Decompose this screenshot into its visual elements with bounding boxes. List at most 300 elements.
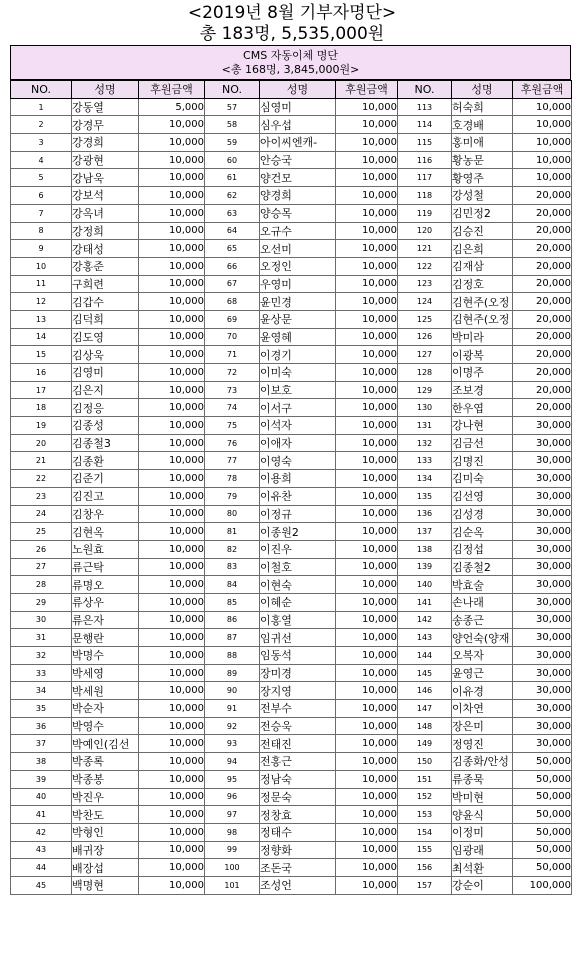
row-number: 96 <box>205 788 260 806</box>
row-number: 129 <box>398 381 452 399</box>
donor-name: 이진우 <box>260 540 336 558</box>
donation-amount: 10,000 <box>336 841 398 859</box>
row-number: 87 <box>205 629 260 647</box>
row-number: 16 <box>11 364 72 382</box>
donation-amount: 10,000 <box>139 700 205 718</box>
donor-name: 강태성 <box>72 240 139 258</box>
donation-amount: 30,000 <box>513 470 572 488</box>
donation-amount: 10,000 <box>336 558 398 576</box>
donor-name: 김선영 <box>452 487 513 505</box>
row-number: 37 <box>11 735 72 753</box>
table-row <box>11 98 572 116</box>
row-number: 124 <box>398 293 452 311</box>
donor-name: 우영미 <box>260 275 336 293</box>
donor-name: 오선미 <box>260 240 336 258</box>
donation-amount: 30,000 <box>513 576 572 594</box>
table-row <box>11 240 572 258</box>
table-row <box>11 823 572 841</box>
row-number: 121 <box>398 240 452 258</box>
donor-name: 이석자 <box>260 417 336 435</box>
donation-amount: 10,000 <box>336 346 398 364</box>
row-number: 85 <box>205 593 260 611</box>
row-number: 148 <box>398 717 452 735</box>
donation-amount: 10,000 <box>139 187 205 205</box>
donation-amount: 10,000 <box>139 876 205 894</box>
donor-name: 김명진 <box>452 452 513 470</box>
donor-name: 양경희 <box>260 187 336 205</box>
row-number: 29 <box>11 593 72 611</box>
donor-name: 김민정2 <box>452 204 513 222</box>
donor-name: 조성언 <box>260 876 336 894</box>
donation-amount: 50,000 <box>513 806 572 824</box>
donor-name: 박종록 <box>72 753 139 771</box>
donation-amount: 10,000 <box>336 328 398 346</box>
row-number: 128 <box>398 364 452 382</box>
donation-amount: 10,000 <box>139 593 205 611</box>
donor-name: 장지영 <box>260 682 336 700</box>
donation-amount: 10,000 <box>139 717 205 735</box>
donation-amount: 5,000 <box>139 98 205 116</box>
donation-amount: 10,000 <box>336 540 398 558</box>
donor-name: 이미숙 <box>260 364 336 382</box>
donor-name: 장은미 <box>452 717 513 735</box>
donation-amount: 20,000 <box>513 364 572 382</box>
table-row <box>11 257 572 275</box>
table-row <box>11 876 572 894</box>
donation-amount: 50,000 <box>513 841 572 859</box>
donation-amount: 10,000 <box>336 505 398 523</box>
donor-name: 이차연 <box>452 700 513 718</box>
donor-name: 김진고 <box>72 487 139 505</box>
donation-amount: 10,000 <box>139 558 205 576</box>
row-number: 60 <box>205 151 260 169</box>
table-header-row <box>11 81 572 99</box>
row-number: 26 <box>11 540 72 558</box>
row-number: 12 <box>11 293 72 311</box>
row-number: 78 <box>205 470 260 488</box>
table-row <box>11 664 572 682</box>
row-number: 70 <box>205 328 260 346</box>
donation-amount: 10,000 <box>336 134 398 152</box>
header-no: NO. <box>11 81 72 99</box>
row-number: 157 <box>398 876 452 894</box>
donation-amount: 10,000 <box>336 381 398 399</box>
donor-name: 이명주 <box>452 364 513 382</box>
donation-amount: 50,000 <box>513 859 572 877</box>
row-number: 84 <box>205 576 260 594</box>
donor-name: 이정규 <box>260 505 336 523</box>
table-row <box>11 629 572 647</box>
row-number: 65 <box>205 240 260 258</box>
row-number: 24 <box>11 505 72 523</box>
donation-amount: 10,000 <box>139 470 205 488</box>
donation-amount: 20,000 <box>513 275 572 293</box>
row-number: 98 <box>205 823 260 841</box>
donation-amount: 10,000 <box>139 611 205 629</box>
cms-title: CMS 자동이체 명단 <box>243 49 338 62</box>
donor-name: 배귀장 <box>72 841 139 859</box>
donor-name: 김준기 <box>72 470 139 488</box>
donation-amount: 10,000 <box>336 310 398 328</box>
donation-amount: 10,000 <box>336 735 398 753</box>
row-number: 21 <box>11 452 72 470</box>
donation-amount: 10,000 <box>139 487 205 505</box>
table-row <box>11 470 572 488</box>
row-number: 116 <box>398 151 452 169</box>
row-number: 115 <box>398 134 452 152</box>
donation-amount: 30,000 <box>513 452 572 470</box>
donor-name: 호경배 <box>452 116 513 134</box>
row-number: 72 <box>205 364 260 382</box>
row-number: 67 <box>205 275 260 293</box>
donor-name: 박예인(김선 <box>72 735 139 753</box>
row-number: 44 <box>11 859 72 877</box>
donation-amount: 10,000 <box>139 629 205 647</box>
table-row <box>11 452 572 470</box>
donor-name: 강남욱 <box>72 169 139 187</box>
table-row <box>11 116 572 134</box>
row-number: 68 <box>205 293 260 311</box>
row-number: 23 <box>11 487 72 505</box>
donation-amount: 10,000 <box>336 399 398 417</box>
donation-amount: 20,000 <box>513 257 572 275</box>
donation-amount: 10,000 <box>139 293 205 311</box>
row-number: 100 <box>205 859 260 877</box>
row-number: 135 <box>398 487 452 505</box>
donor-name: 박형인 <box>72 823 139 841</box>
donation-amount: 10,000 <box>336 647 398 665</box>
row-number: 7 <box>11 204 72 222</box>
donation-amount: 10,000 <box>336 116 398 134</box>
table-row <box>11 346 572 364</box>
donor-name: 김영미 <box>72 364 139 382</box>
table-row <box>11 523 572 541</box>
donation-amount: 10,000 <box>139 417 205 435</box>
donation-amount: 10,000 <box>336 169 398 187</box>
row-number: 97 <box>205 806 260 824</box>
row-number: 94 <box>205 753 260 771</box>
donor-name: 강성철 <box>452 187 513 205</box>
donor-name: 정향화 <box>260 841 336 859</box>
row-number: 132 <box>398 434 452 452</box>
row-number: 13 <box>11 310 72 328</box>
row-number: 73 <box>205 381 260 399</box>
header-amount: 후원금액 <box>336 81 398 99</box>
row-number: 63 <box>205 204 260 222</box>
donation-amount: 10,000 <box>336 434 398 452</box>
donation-amount: 10,000 <box>139 257 205 275</box>
table-row <box>11 735 572 753</box>
donation-amount: 10,000 <box>139 134 205 152</box>
donation-amount: 10,000 <box>336 257 398 275</box>
row-number: 35 <box>11 700 72 718</box>
donation-amount: 10,000 <box>336 240 398 258</box>
donor-name: 송종근 <box>452 611 513 629</box>
row-number: 2 <box>11 116 72 134</box>
donation-amount: 50,000 <box>513 823 572 841</box>
donation-amount: 10,000 <box>139 576 205 594</box>
table-row <box>11 540 572 558</box>
donor-name: 조보경 <box>452 381 513 399</box>
row-number: 141 <box>398 593 452 611</box>
donor-name: 배장섭 <box>72 859 139 877</box>
donor-name: 전홍근 <box>260 753 336 771</box>
row-number: 41 <box>11 806 72 824</box>
table-row <box>11 434 572 452</box>
row-number: 153 <box>398 806 452 824</box>
donation-amount: 10,000 <box>139 770 205 788</box>
donation-amount: 10,000 <box>336 417 398 435</box>
donation-amount: 10,000 <box>336 452 398 470</box>
donor-name: 박영수 <box>72 717 139 735</box>
row-number: 113 <box>398 98 452 116</box>
header-name: 성명 <box>72 81 139 99</box>
donor-name: 이용희 <box>260 470 336 488</box>
donation-amount: 30,000 <box>513 593 572 611</box>
donation-amount: 10,000 <box>336 823 398 841</box>
row-number: 28 <box>11 576 72 594</box>
row-number: 122 <box>398 257 452 275</box>
row-number: 39 <box>11 770 72 788</box>
donation-amount: 30,000 <box>513 540 572 558</box>
row-number: 14 <box>11 328 72 346</box>
table-row <box>11 364 572 382</box>
donor-name: 오정인 <box>260 257 336 275</box>
donor-name: 안승국 <box>260 151 336 169</box>
row-number: 43 <box>11 841 72 859</box>
donor-name: 이보호 <box>260 381 336 399</box>
donor-name: 박효술 <box>452 576 513 594</box>
donor-name: 황농문 <box>452 151 513 169</box>
donation-amount: 10,000 <box>336 682 398 700</box>
donation-amount: 10,000 <box>513 151 572 169</box>
donor-name: 박종봉 <box>72 770 139 788</box>
donor-name: 윤상문 <box>260 310 336 328</box>
table-row <box>11 151 572 169</box>
row-number: 142 <box>398 611 452 629</box>
donation-amount: 10,000 <box>336 151 398 169</box>
donation-amount: 10,000 <box>139 788 205 806</box>
row-number: 61 <box>205 169 260 187</box>
donor-name: 전승욱 <box>260 717 336 735</box>
donation-amount: 10,000 <box>336 98 398 116</box>
donor-name: 류상우 <box>72 593 139 611</box>
row-number: 5 <box>11 169 72 187</box>
donation-amount: 10,000 <box>139 310 205 328</box>
row-number: 45 <box>11 876 72 894</box>
table-row <box>11 611 572 629</box>
donor-name: 최석환 <box>452 859 513 877</box>
row-number: 125 <box>398 310 452 328</box>
donation-amount: 10,000 <box>139 664 205 682</box>
donor-name: 이현숙 <box>260 576 336 594</box>
donation-amount: 30,000 <box>513 505 572 523</box>
donor-name: 김갑수 <box>72 293 139 311</box>
donation-amount: 10,000 <box>336 788 398 806</box>
header-name: 성명 <box>260 81 336 99</box>
table-row <box>11 841 572 859</box>
donor-name: 이혜순 <box>260 593 336 611</box>
donation-amount: 10,000 <box>139 823 205 841</box>
row-number: 138 <box>398 540 452 558</box>
donation-amount: 10,000 <box>513 169 572 187</box>
donor-name: 장미경 <box>260 664 336 682</box>
donor-name: 류명오 <box>72 576 139 594</box>
row-number: 145 <box>398 664 452 682</box>
donation-amount: 100,000 <box>513 876 572 894</box>
row-number: 156 <box>398 859 452 877</box>
donor-name: 문행란 <box>72 629 139 647</box>
table-row <box>11 487 572 505</box>
donor-name: 이애자 <box>260 434 336 452</box>
donation-amount: 10,000 <box>336 204 398 222</box>
row-number: 22 <box>11 470 72 488</box>
donation-amount: 10,000 <box>336 187 398 205</box>
donor-name: 이정미 <box>452 823 513 841</box>
row-number: 36 <box>11 717 72 735</box>
donation-amount: 30,000 <box>513 735 572 753</box>
donor-name: 박순자 <box>72 700 139 718</box>
donor-name: 강옥녀 <box>72 204 139 222</box>
donation-amount: 10,000 <box>139 452 205 470</box>
donor-name: 류근탁 <box>72 558 139 576</box>
donor-name: 박진우 <box>72 788 139 806</box>
row-number: 92 <box>205 717 260 735</box>
donation-amount: 30,000 <box>513 629 572 647</box>
row-number: 74 <box>205 399 260 417</box>
donation-amount: 10,000 <box>513 116 572 134</box>
row-number: 38 <box>11 753 72 771</box>
donation-amount: 30,000 <box>513 682 572 700</box>
row-number: 11 <box>11 275 72 293</box>
donation-amount: 50,000 <box>513 753 572 771</box>
donor-name: 김도영 <box>72 328 139 346</box>
donor-name: 김상욱 <box>72 346 139 364</box>
donation-amount: 20,000 <box>513 187 572 205</box>
cms-header-box <box>10 45 571 80</box>
donation-amount: 10,000 <box>139 222 205 240</box>
donor-name: 이유찬 <box>260 487 336 505</box>
donation-amount: 10,000 <box>336 753 398 771</box>
row-number: 62 <box>205 187 260 205</box>
table-row <box>11 576 572 594</box>
row-number: 101 <box>205 876 260 894</box>
donor-name: 노원효 <box>72 540 139 558</box>
donation-amount: 10,000 <box>139 328 205 346</box>
donation-amount: 10,000 <box>139 346 205 364</box>
row-number: 136 <box>398 505 452 523</box>
donor-name: 김현옥 <box>72 523 139 541</box>
donation-amount: 30,000 <box>513 700 572 718</box>
donor-name: 정문숙 <box>260 788 336 806</box>
donation-amount: 10,000 <box>139 682 205 700</box>
table-row <box>11 134 572 152</box>
row-number: 71 <box>205 346 260 364</box>
donor-name: 강광현 <box>72 151 139 169</box>
donor-name: 오규수 <box>260 222 336 240</box>
donor-name: 박미라 <box>452 328 513 346</box>
row-number: 77 <box>205 452 260 470</box>
row-number: 59 <box>205 134 260 152</box>
donor-name: 박명수 <box>72 647 139 665</box>
row-number: 146 <box>398 682 452 700</box>
donor-name: 강보석 <box>72 187 139 205</box>
donor-name: 강경무 <box>72 116 139 134</box>
table-row <box>11 770 572 788</box>
row-number: 155 <box>398 841 452 859</box>
donation-amount: 20,000 <box>513 310 572 328</box>
row-number: 10 <box>11 257 72 275</box>
header-no: NO. <box>205 81 260 99</box>
donation-amount: 10,000 <box>139 204 205 222</box>
donor-name: 임광래 <box>452 841 513 859</box>
donation-amount: 10,000 <box>139 169 205 187</box>
donation-amount: 20,000 <box>513 381 572 399</box>
donor-name: 황영주 <box>452 169 513 187</box>
donation-amount: 10,000 <box>336 470 398 488</box>
donation-amount: 10,000 <box>139 540 205 558</box>
donor-name: 정태수 <box>260 823 336 841</box>
row-number: 30 <box>11 611 72 629</box>
table-row <box>11 222 572 240</box>
table-row <box>11 169 572 187</box>
donation-amount: 10,000 <box>139 275 205 293</box>
row-number: 19 <box>11 417 72 435</box>
donation-amount: 30,000 <box>513 434 572 452</box>
donation-amount: 30,000 <box>513 523 572 541</box>
donation-amount: 10,000 <box>139 523 205 541</box>
donation-amount: 20,000 <box>513 240 572 258</box>
donation-amount: 10,000 <box>336 293 398 311</box>
table-row <box>11 788 572 806</box>
donor-name: 전태진 <box>260 735 336 753</box>
donor-name: 이홍열 <box>260 611 336 629</box>
donor-name: 김은희 <box>452 240 513 258</box>
donor-name: 강경희 <box>72 134 139 152</box>
donation-amount: 10,000 <box>139 647 205 665</box>
donor-name: 김정응 <box>72 399 139 417</box>
row-number: 117 <box>398 169 452 187</box>
donor-name: 정남숙 <box>260 770 336 788</box>
table-row <box>11 647 572 665</box>
row-number: 1 <box>11 98 72 116</box>
donor-name: 전부수 <box>260 700 336 718</box>
row-number: 89 <box>205 664 260 682</box>
donation-amount: 30,000 <box>513 417 572 435</box>
donor-name: 김순옥 <box>452 523 513 541</box>
donor-name: 강순이 <box>452 876 513 894</box>
row-number: 126 <box>398 328 452 346</box>
row-number: 83 <box>205 558 260 576</box>
donor-name: 한우엽 <box>452 399 513 417</box>
donor-name: 강나현 <box>452 417 513 435</box>
donor-name: 김은지 <box>72 381 139 399</box>
row-number: 69 <box>205 310 260 328</box>
donation-amount: 10,000 <box>139 434 205 452</box>
row-number: 133 <box>398 452 452 470</box>
donation-amount: 30,000 <box>513 647 572 665</box>
header-name: 성명 <box>452 81 513 99</box>
donor-name: 정창효 <box>260 806 336 824</box>
donor-name: 허숙희 <box>452 98 513 116</box>
donor-name: 김금선 <box>452 434 513 452</box>
donor-name: 양건모 <box>260 169 336 187</box>
row-number: 137 <box>398 523 452 541</box>
donor-name: 이서구 <box>260 399 336 417</box>
donor-name: 이철호 <box>260 558 336 576</box>
donation-amount: 10,000 <box>139 381 205 399</box>
donor-name: 이광복 <box>452 346 513 364</box>
